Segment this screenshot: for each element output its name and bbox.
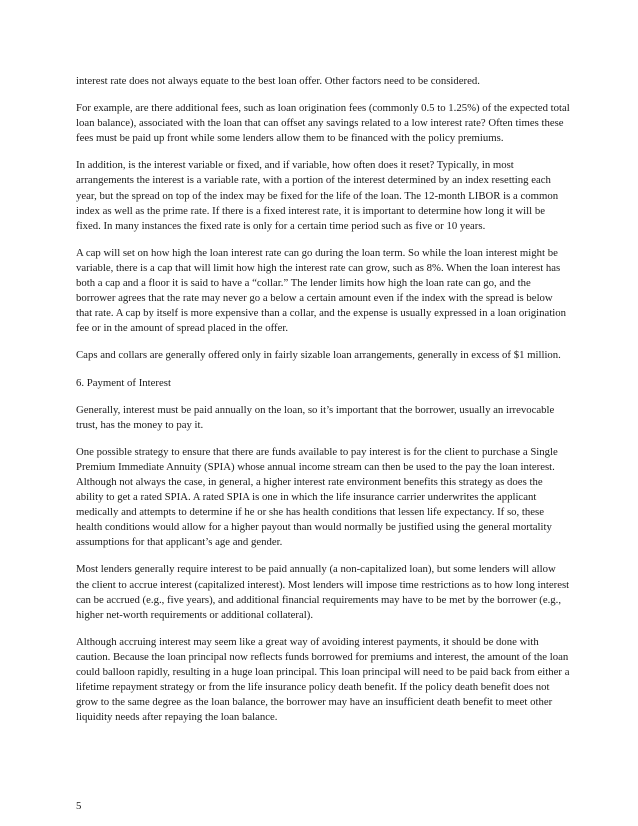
paragraph-additional-fees: For example, are there additional fees, such as loan origination fees (commonly 0.5 to 1.25%) of the expected total loan balance), associated with the loan that can offset any savings related to a low interest rate? Often times these fees must be paid up front while some lenders allow them to be financed with the policy premiums. xyxy=(76,102,570,145)
paragraph-spia-strategy: One possible strategy to ensure that there are funds available to pay interest is for the client to purchase a Single Premium Immediate Annuity (SPIA) whose annual income stream can then be used to the pay the loan interest. Although not always the case, in general, a higher interest rate environment benefits this strategy as does the ability to get a rated SPIA. A rated SPIA is one in which the life insurance carrier underwrites the applicant medically and attempts to determine if he or she has health conditions that lessen life expectancy. If so, these health conditions would allow for a higher payout than would normally be justified using the general mortality assumptions for that applicant’s age and gender. xyxy=(76,445,558,549)
paragraph-annual-payment: Generally, interest must be paid annually on the loan, so it’s important that the borrower, usually an irrevocable trust, has the money to pay it. xyxy=(76,403,555,431)
paragraph-variable-or-fixed: In addition, is the interest variable or fixed, and if variable, how often does it reset? Typically, in most arrangements the interest is a variable rate, with a portion of the interest determined by an index resetting each year, but the spread on top of the index may be fixed for the life of the loan. The 12-month LIBOR is a common index as well as the prime rate. If there is a fixed interest rate, it is important to determine how long it will be fixed. In many instances the fixed rate is only for a certain time period such as five or 10 years. xyxy=(76,159,559,232)
page-number: 5 xyxy=(76,800,82,812)
paragraph-interest-rate-offer: interest rate does not always equate to the best loan offer. Other factors need to be considered. xyxy=(76,75,480,87)
section-heading-payment-of-interest: 6. Payment of Interest xyxy=(76,376,171,389)
paragraph-accruing-interest-caution: Although accruing interest may seem like a great way of avoiding interest payments, it should be done with caution. Because the loan principal now reflects funds borrowed for premiums and interest, the amount of the loan could balloon rapidly, resulting in a huge loan principal. This loan principal will need to be paid back from either a lifetime repayment strategy or from the life insurance policy death benefit. If the policy death benefit does not grow to the same degree as the loan balance, the borrower may have an insufficient death benefit to meet other liquidity needs after repaying the loan balance. xyxy=(76,635,570,724)
document-page xyxy=(76,74,570,737)
paragraph-cap-and-collar: A cap will set on how high the loan interest rate can go during the loan term. So while the loan interest might be variable, there is a cap that will limit how high the interest rate can grow, such as 8%. When the loan interest has both a cap and a floor it is said to have a “collar.” The lender limits how high the loan rate can go, and the borrower agrees that the rate may never go a below a certain amount even if the index with the spread is below that rate. A cap by itself is more expensive than a collar, and the expense is usually expressed in a loan origination fee or in the amount of spread placed in the offer. xyxy=(76,246,567,335)
paragraph-capitalized-interest: Most lenders generally require interest to be paid annually (a non-capitalized loan), but some lenders will allow the client to accrue interest (capitalized interest). Most lenders will impose time restrictions as to how long interest can be accrued (e.g., five years), and additional financial requirements may have to be met by the borrower (e.g., higher net-worth requirements or additional collateral). xyxy=(76,563,570,621)
paragraph-caps-collars-size: Caps and collars are generally offered only in fairly sizable loan arrangements, generally in excess of $1 million. xyxy=(76,349,561,362)
